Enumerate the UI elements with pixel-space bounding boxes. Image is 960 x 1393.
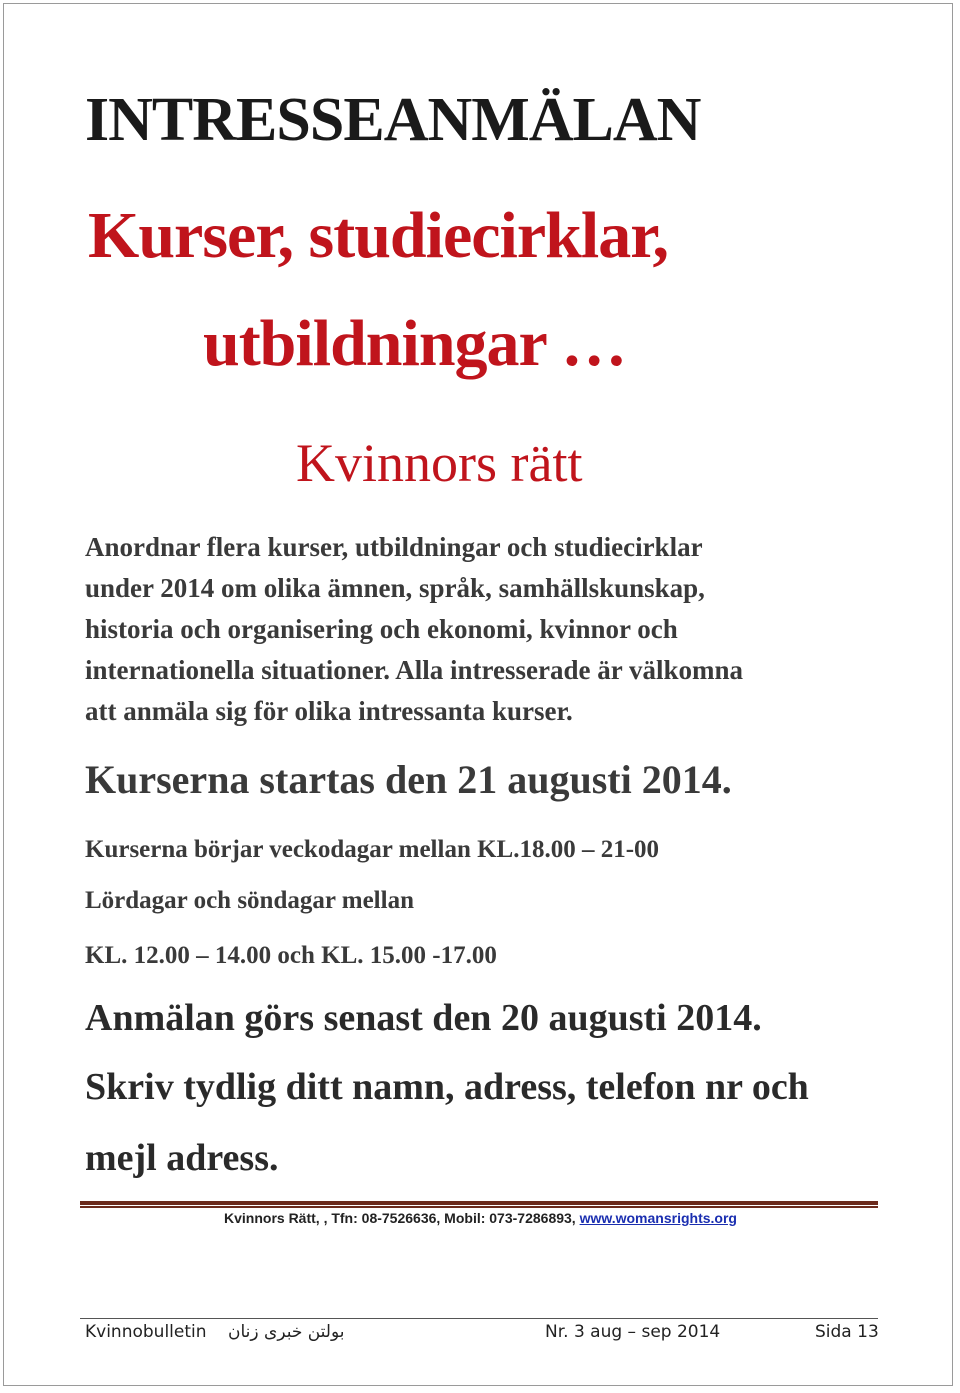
intro-paragraph [85, 527, 743, 732]
intro-line: att anmäla sig för olika intressanta kurser. [85, 696, 573, 726]
instruction-line-1: Skriv tydlig ditt namn, adress, telefon nr och [85, 1066, 809, 1108]
intro-line: under 2014 om olika ämnen, språk, samhällskunskap, [85, 573, 705, 603]
contact-info [224, 1210, 737, 1226]
intro-line: internationella situationer. Alla intresserade är välkomna [85, 655, 744, 685]
footer-publication: Kvinnobulletin [85, 1322, 207, 1342]
divider-thick [80, 1201, 878, 1205]
contact-text: Kvinnors Rätt, , Tfn: 08-7526636, Mobil: 073-7286893, [224, 1210, 580, 1226]
page-title: INTRESSEANMÄLAN [85, 86, 701, 154]
schedule-weekend-times: KL. 12.00 – 14.00 och KL. 15.00 -17.00 [85, 942, 497, 969]
website-link[interactable]: www.womansrights.org [579, 1210, 737, 1226]
intro-line: Anordnar flera kurser, utbildningar och studiecirklar [85, 532, 703, 562]
divider-thin [80, 1206, 878, 1208]
footer-issue: Nr. 3 aug – sep 2014 [545, 1322, 721, 1342]
intro-line: historia och organisering och ekonomi, kvinnor och [85, 614, 678, 644]
footer-publication-arabic: بولتن خبری زنان [228, 1322, 345, 1342]
footer-page-number: Sida 13 [815, 1322, 879, 1342]
organization-name: Kvinnors rätt [296, 433, 583, 493]
registration-deadline: Anmälan görs senast den 20 augusti 2014. [85, 997, 762, 1039]
instruction-line-2: mejl adress. [85, 1137, 279, 1179]
start-date: Kurserna startas den 21 augusti 2014. [85, 757, 732, 802]
subheading-line-2: utbildningar … [203, 307, 627, 380]
footer-divider [80, 1318, 878, 1319]
schedule-weekend-label: Lördagar och söndagar mellan [85, 887, 414, 914]
subheading-line-1: Kurser, studiecirklar, [88, 199, 668, 272]
schedule-weekdays: Kurserna börjar veckodagar mellan KL.18.00 – 21-00 [85, 836, 660, 863]
